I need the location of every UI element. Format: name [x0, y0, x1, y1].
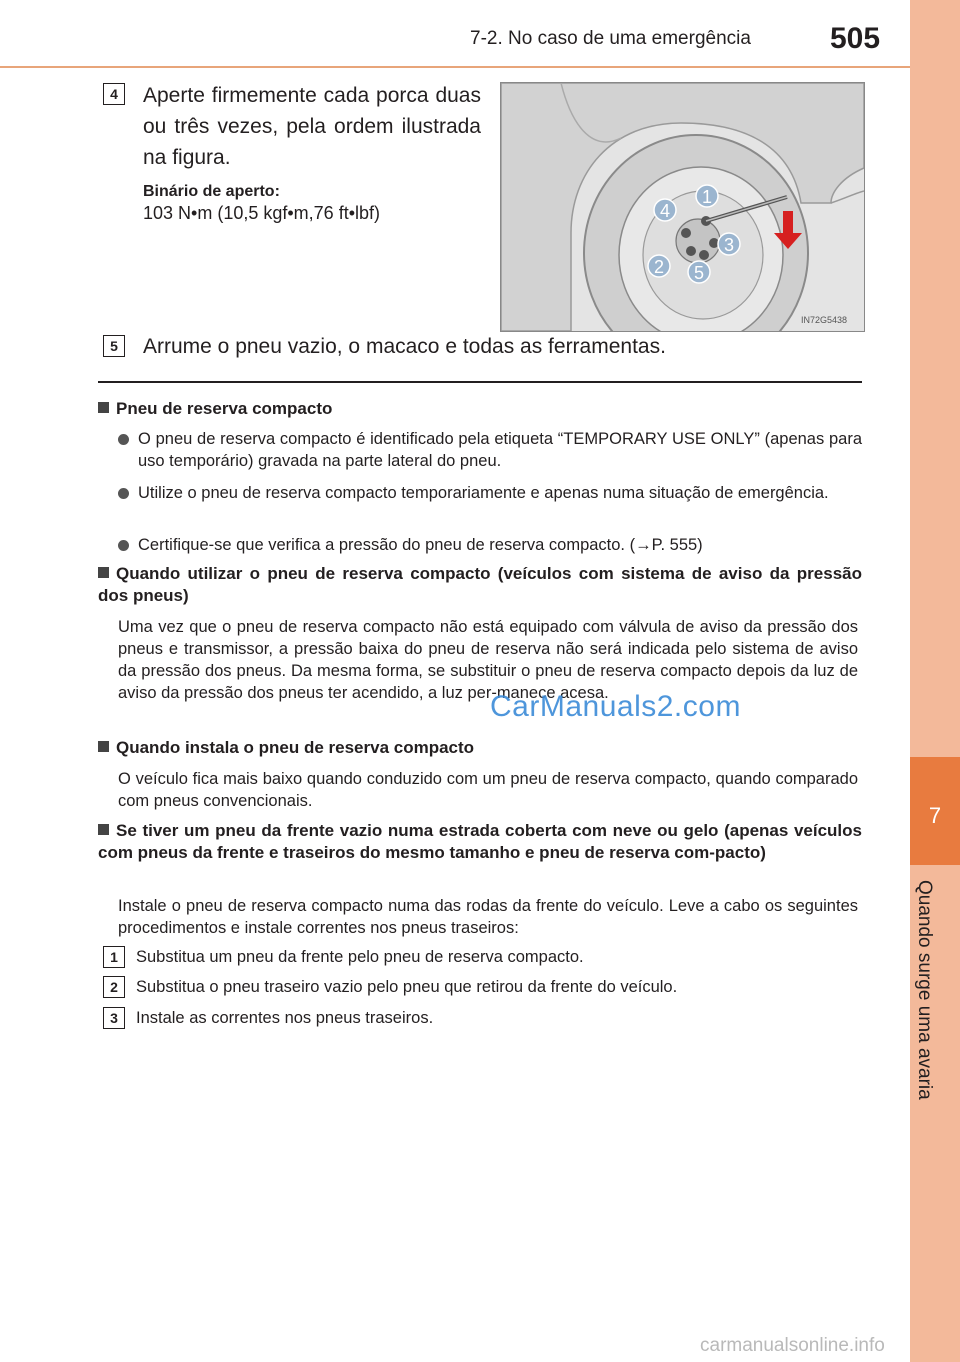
chapter-number: 7	[928, 803, 942, 828]
tpms-paragraph: Uma vez que o pneu de reserva compacto não está equipado com válvula de aviso da pressão dos pneus e transmissor, a pressão baixa do pneu de reserva não será indicada pelo sistema de aviso da pressão dos pneus. Da mesma forma, se substituir o pneu de reserva compacto depois da luz de aviso da pressão dos pneus ter acendido, a luz per-manece acesa.	[118, 618, 858, 702]
sub-step-number-1: 1	[103, 946, 125, 968]
snow-ice-paragraph: Instale o pneu de reserva compacto numa das rodas da frente do veículo. Leve a cabo os seguintes procedimentos e instale correntes nos pneus traseiros:	[118, 897, 858, 937]
square-bullet-icon	[98, 741, 109, 752]
round-bullet-icon	[118, 434, 129, 445]
wheel-illustration	[501, 83, 864, 331]
footer-watermark: carmanualsonline.info	[700, 1335, 885, 1356]
section-divider	[98, 381, 862, 383]
square-bullet-icon	[98, 567, 109, 578]
sub-step-number-2: 2	[103, 976, 125, 998]
step-number-5: 5	[103, 335, 125, 357]
nut-label-3: 3	[723, 235, 735, 255]
watermark: CarManuals2.com	[490, 690, 741, 723]
sub-step-text-3: Instale as correntes nos pneus traseiros.	[136, 1009, 434, 1027]
header-rule	[0, 66, 910, 68]
bullet-item: Utilize o pneu de reserva compacto temporariamente e apenas numa situação de emergência.	[118, 482, 862, 504]
torque-title: Binário de aperto:	[143, 183, 280, 200]
bullet-item: O pneu de reserva compacto é identificado pela etiqueta “TEMPORARY USE ONLY” (apenas para uso temporário) gravada na parte lateral do pneu.	[118, 428, 862, 472]
side-tab-strip	[910, 0, 960, 1362]
figure-code: IN72G5438	[801, 315, 848, 325]
nut-label-1: 1	[701, 187, 713, 207]
chapter-tab	[910, 757, 960, 865]
chapter-title: Quando surge uma avaria	[914, 880, 935, 1100]
sub-step-text-2: Substitua o pneu traseiro vazio pelo pneu que retirou da frente do veículo.	[136, 978, 678, 996]
nut-label-5: 5	[693, 263, 705, 283]
section-title: 7-2. No caso de uma emergência	[470, 28, 751, 49]
sub-step-number-3: 3	[103, 1007, 125, 1029]
heading-installing-spare: Quando instala o pneu de reserva compacto	[98, 737, 862, 759]
installing-paragraph: O veículo fica mais baixo quando conduzido com um pneu de reserva compacto, quando comparado com pneus convencionais.	[118, 770, 858, 810]
heading-compact-spare: Pneu de reserva compacto	[98, 398, 862, 420]
round-bullet-icon	[118, 488, 129, 499]
nut-label-4: 4	[659, 201, 671, 221]
step4-text: Aperte firmemente cada porca duas ou três vezes, pela ordem ilustrada na figura.	[143, 84, 481, 169]
chapter-title-vertical	[913, 880, 957, 1120]
page-number: 505	[830, 22, 881, 55]
square-bullet-icon	[98, 402, 109, 413]
heading-snow-ice: Se tiver um pneu da frente vazio numa estrada coberta com neve ou gelo (apenas veículos com pneus da frente e traseiros do mesmo tamanho e pneu de reserva com-pacto)	[98, 821, 862, 862]
step-number-4: 4	[103, 83, 125, 105]
step5-text: Arrume o pneu vazio, o macaco e todas as ferramentas.	[143, 335, 666, 358]
wheel-nut-tightening-figure	[500, 82, 865, 332]
bullet-item: Certifique-se que verifica a pressão do pneu de reserva compacto. (→P. 555)	[118, 534, 862, 556]
sub-step-text-1: Substitua um pneu da frente pelo pneu de reserva compacto.	[136, 948, 584, 966]
torque-value: 103 N•m (10,5 kgf•m,76 ft•lbf)	[143, 203, 380, 223]
heading-tpms-spare: Quando utilizar o pneu de reserva compacto (veículos com sistema de aviso da pressão dos pneus)	[98, 564, 862, 605]
square-bullet-icon	[98, 824, 109, 835]
nut-label-2: 2	[653, 257, 665, 277]
round-bullet-icon	[118, 540, 129, 551]
